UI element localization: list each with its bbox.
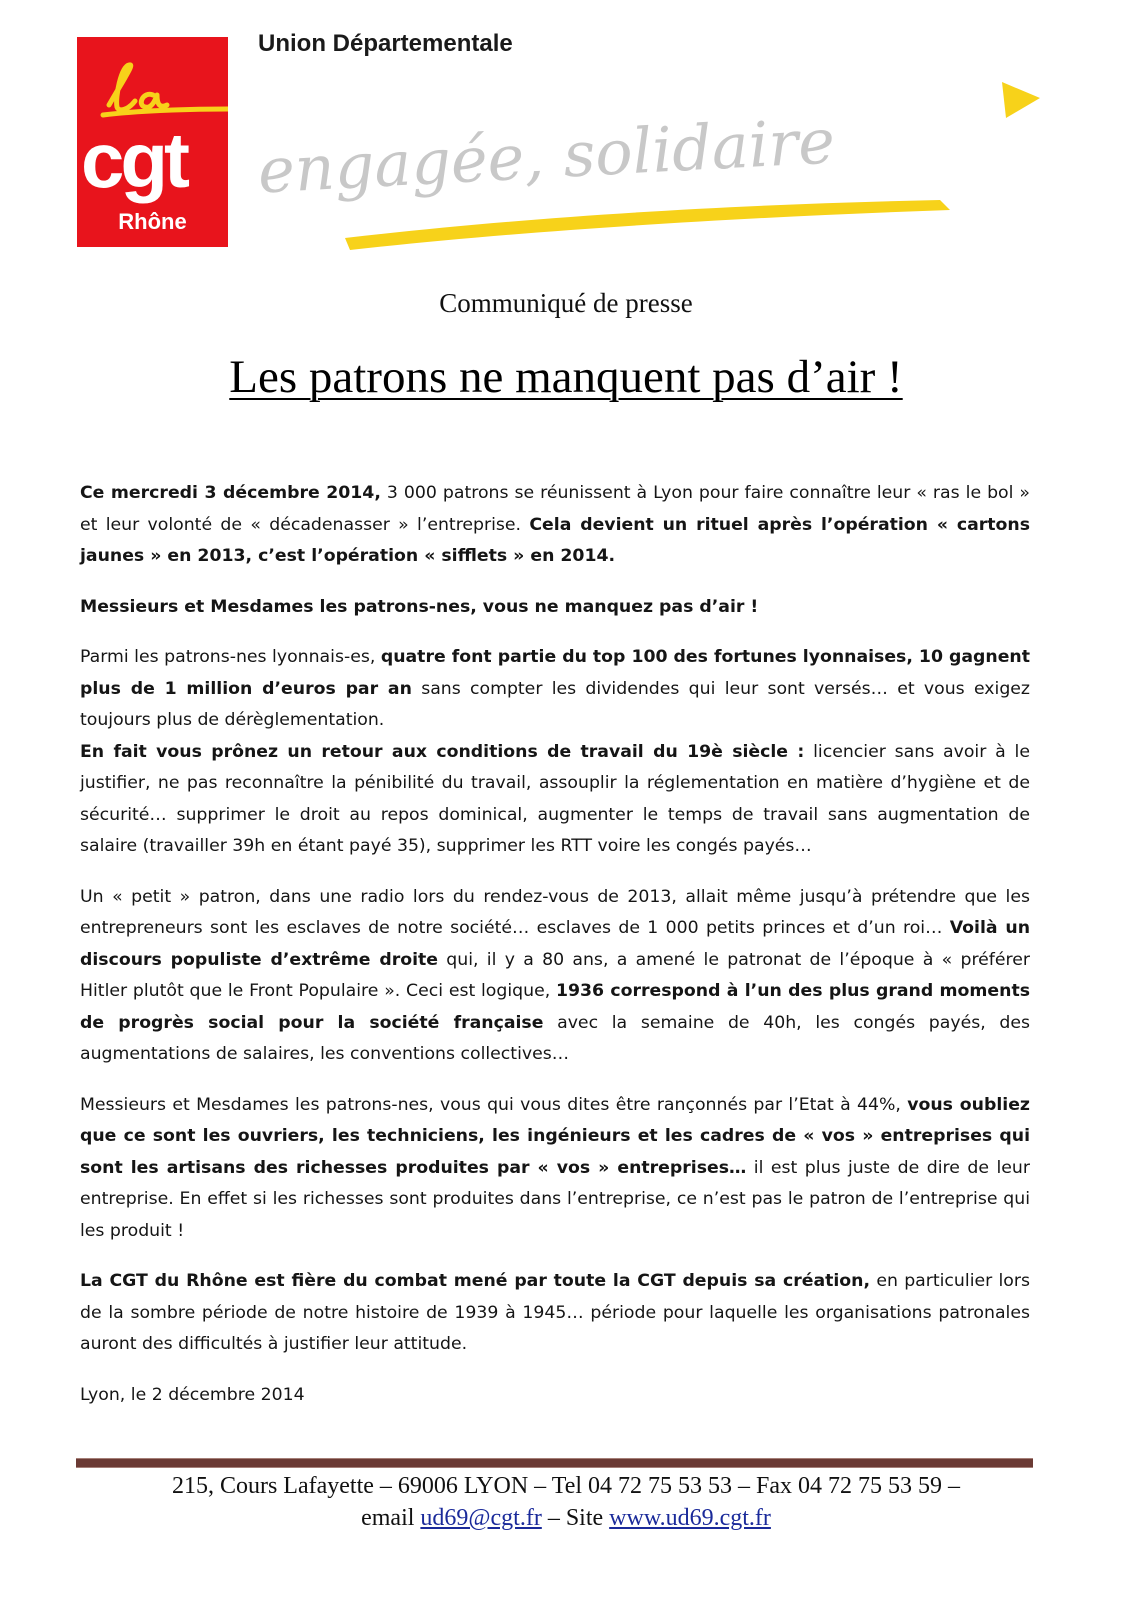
text: en particulier lors de la sombre période de notre histoire de 1939 à 1945… période pour laquelle les organisations patronales auront des difficultés à justifier leur attitude. <box>80 1271 1030 1354</box>
paragraph <box>80 737 1030 863</box>
paragraph <box>80 478 1030 573</box>
paragraph <box>80 1090 1030 1248</box>
text: il est plus juste de dire de leur entreprise. En effet si les richesses sont produites dans l’entreprise, ce n’est pas le patron de l’entreprise qui les produit ! <box>80 1157 1030 1241</box>
text: 3 000 patrons se réunissent à Lyon pour faire connaître leur « ras le bol » et leur volonté de « décadenasser » l’entreprise. <box>80 483 1030 535</box>
document-subtitle: Communiqué de presse <box>439 288 693 318</box>
text: sans compter les dividendes qui leur sont versés… et vous exigez toujours plus de dérèglementation. <box>80 678 1030 730</box>
bold-text: quatre font partie du top 100 des fortunes lyonnaises, 10 gagnent plus de 1 million d’euros par an <box>80 647 1030 699</box>
document-body <box>80 478 1030 1430</box>
bold-text: La CGT du Rhône est fière du combat mené par toute la CGT depuis sa création, <box>80 1271 871 1291</box>
page-title <box>0 350 1132 404</box>
text: Un « petit » patron, dans une radio lors du rendez-vous de 2013, allait même jusqu’à prétendre que les entrepreneurs sont les esclaves de notre société… esclaves de 1 000 petits princes et d’un roi… <box>80 886 1030 938</box>
paragraph <box>80 882 1030 1071</box>
tagline-graphic <box>250 60 1050 260</box>
page-title-text: Les patrons ne manquent pas d’air ! <box>229 351 903 403</box>
tagline-text: engagée, solidaire <box>256 104 837 208</box>
bold-text: En fait vous prônez un retour aux conditions de travail du 19è siècle : <box>80 741 805 762</box>
email-label: email <box>361 1505 421 1531</box>
arrow-right-icon <box>1002 82 1040 118</box>
tagline-underline-stroke <box>345 200 950 250</box>
email-link[interactable]: ud69@cgt.fr <box>420 1505 542 1531</box>
bold-text: Cela devient un rituel après l’opération « cartons jaunes » en 2013, c’est l’opération « sifflets » en 2014. <box>80 514 1030 566</box>
footer-separator <box>76 1458 1033 1468</box>
signoff: Lyon, le 2 décembre 2014 <box>80 1384 305 1405</box>
bold-text: Voilà un discours populiste d’extrême droite <box>80 918 1030 970</box>
bold-text: vous oubliez que ce sont les ouvriers, les techniciens, les ingénieurs et les cadres de « vos » entreprises qui sont les artisans des richesses produites par « vos » entreprises… <box>80 1094 1030 1178</box>
text: licencier sans avoir à le justifier, ne pas reconnaître la pénibilité du travail, assouplir la réglementation en matière d’hygiène et de sécurité… supprimer le droit au repos dominical, augmenter le temps de travail sans augmentation de salaire (travailler 39h en étant payé 35), supprimer les RTT voire les congés payés… <box>80 741 1030 856</box>
footer-links-line <box>0 1502 1132 1534</box>
paragraph <box>80 592 1030 624</box>
logo-region-text: Rhône <box>118 209 187 234</box>
bold-text: Ce mercredi 3 décembre 2014, <box>80 483 381 503</box>
text: Parmi les patrons-nes lyonnais-es, <box>80 647 381 667</box>
footer-address-line: 215, Cours Lafayette – 69006 LYON – Tel 04 72 75 53 53 – Fax 04 72 75 53 59 – <box>171 1473 961 1499</box>
paragraph <box>80 1266 1030 1361</box>
org-name: Union Départementale <box>258 30 513 57</box>
bold-text: 1936 correspond à l’un des plus grand moments de progrès social pour la société française <box>80 981 1030 1033</box>
text: Messieurs et Mesdames les patrons-nes, vous qui vous dites être rançonnés par l’Etat à 44%, <box>80 1094 908 1115</box>
paragraph <box>80 642 1030 737</box>
website-link[interactable]: www.ud69.cgt.fr <box>609 1505 771 1531</box>
bold-text: Messieurs et Mesdames les patrons-nes, vous ne manquez pas d’air ! <box>80 596 759 617</box>
text: avec la semaine de 40h, les congés payés, des augmentations de salaires, les conventions collectives… <box>80 1012 1030 1064</box>
site-label: – Site <box>541 1505 610 1531</box>
text: qui, il y a 80 ans, a amené le patronat de l’époque à « préférer Hitler plutôt que le Front Populaire ». Ceci est logique, <box>80 949 1030 1001</box>
cgt-rhone-logo <box>77 37 228 247</box>
logo-cgt-text: cgt <box>81 116 186 204</box>
footer-contact <box>0 1470 1132 1534</box>
